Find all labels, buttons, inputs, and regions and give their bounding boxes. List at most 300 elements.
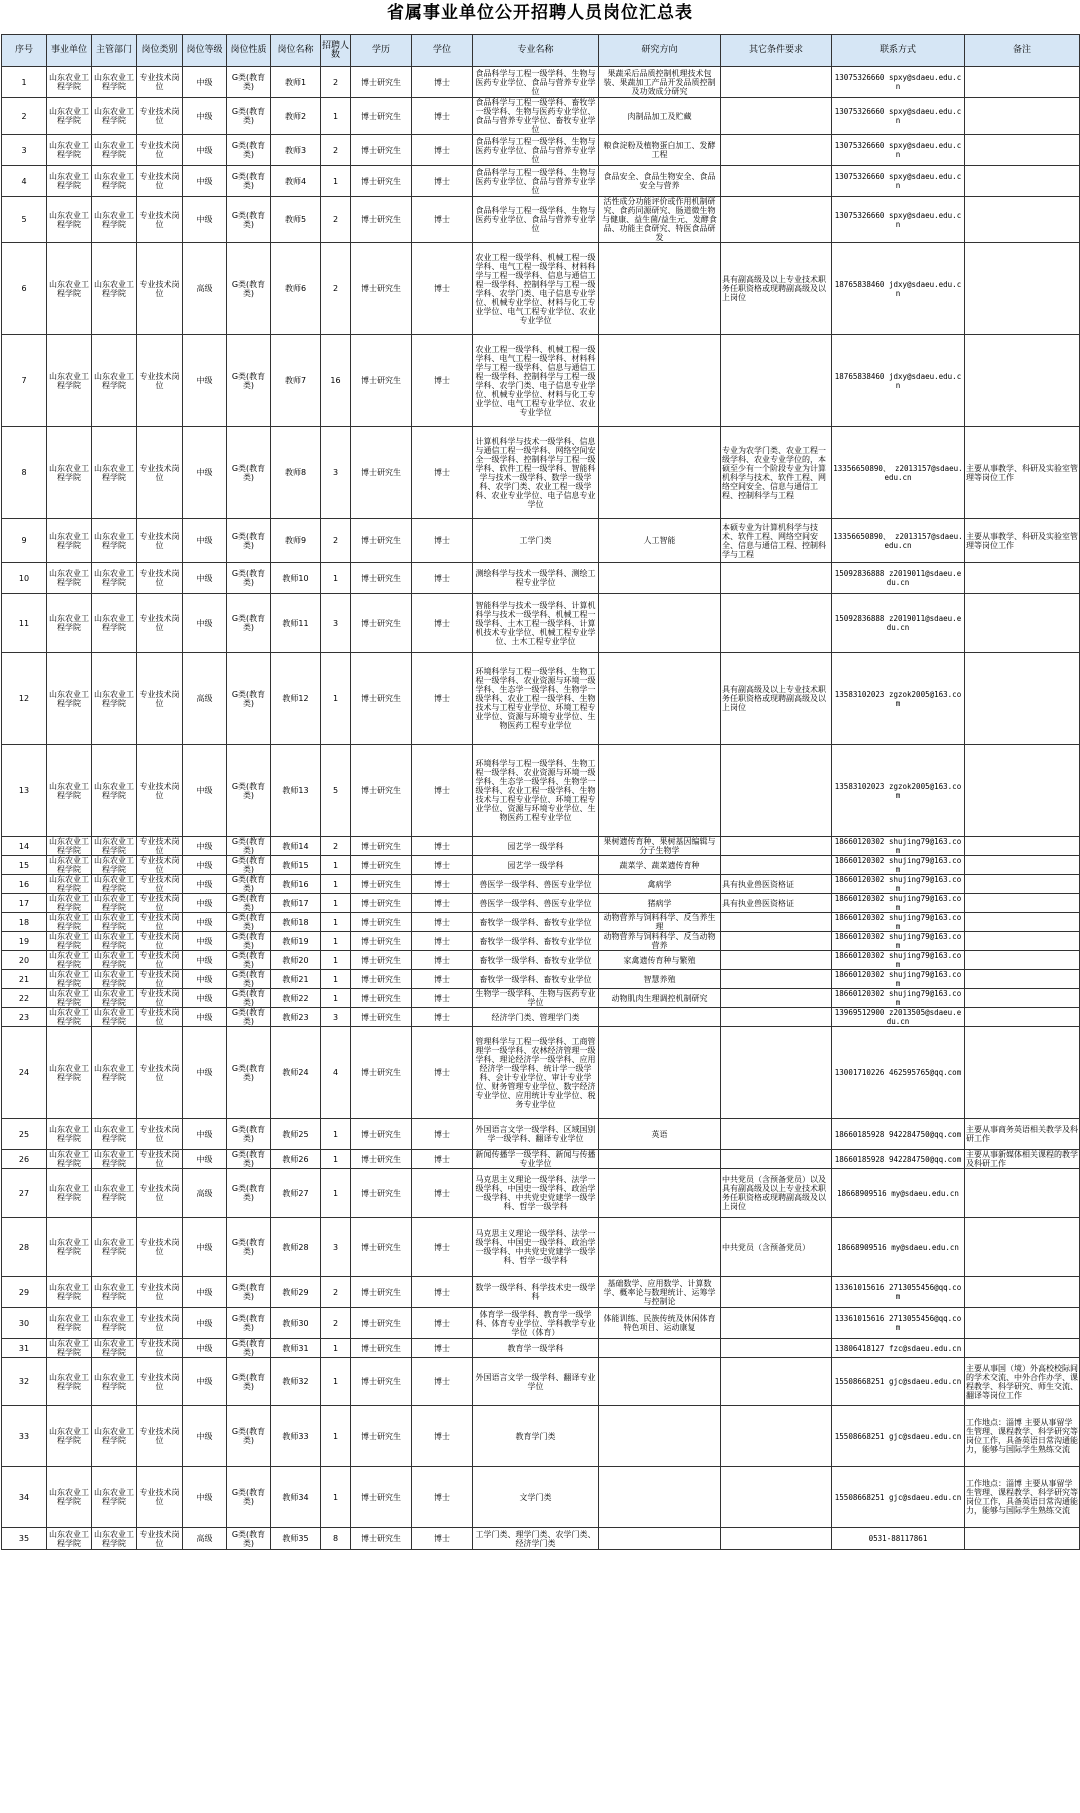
cell-education: 博士研究生 bbox=[351, 519, 412, 563]
cell-dept: 山东农业工程学院 bbox=[92, 951, 137, 970]
cell-major: 外国语言文学一级学科、翻译专业学位 bbox=[473, 1358, 599, 1406]
cell-no: 4 bbox=[2, 166, 47, 197]
cell-research bbox=[599, 1358, 721, 1406]
cell-unit: 山东农业工程学院 bbox=[47, 745, 92, 837]
cell-note: 工作地点：淄博 主要从事留学生管理、课程教学、科学研究等岗位工作，具备英语日常沟通能力，能够与国际学生熟练交流 bbox=[965, 1467, 1080, 1528]
cell-note bbox=[965, 913, 1080, 932]
cell-count: 1 bbox=[321, 1169, 351, 1218]
cell-major: 马克思主义理论一级学科、法学一级学科、中国史一级学科、政治学一级学科、中共党史党建学一级学科、哲学一级学科 bbox=[473, 1218, 599, 1277]
cell-count: 1 bbox=[321, 970, 351, 989]
cell-unit: 山东农业工程学院 bbox=[47, 989, 92, 1008]
cell-degree: 博士 bbox=[412, 856, 473, 875]
cell-post: 教师10 bbox=[271, 563, 321, 594]
cell-dept: 山东农业工程学院 bbox=[92, 1027, 137, 1119]
cell-level: 高级 bbox=[183, 1169, 227, 1218]
cell-other bbox=[721, 745, 832, 837]
cell-education: 博士研究生 bbox=[351, 989, 412, 1008]
cell-note bbox=[965, 745, 1080, 837]
cell-nature: G类(教育类) bbox=[227, 243, 271, 335]
cell-note bbox=[965, 563, 1080, 594]
cell-level: 中级 bbox=[183, 519, 227, 563]
cell-degree: 博士 bbox=[412, 243, 473, 335]
cell-level: 中级 bbox=[183, 563, 227, 594]
cell-post: 教师8 bbox=[271, 427, 321, 519]
cell-level: 中级 bbox=[183, 1150, 227, 1169]
cell-degree: 博士 bbox=[412, 913, 473, 932]
cell-degree: 博士 bbox=[412, 837, 473, 856]
cell-other bbox=[721, 166, 832, 197]
cell-post: 教师27 bbox=[271, 1169, 321, 1218]
cell-dept: 山东农业工程学院 bbox=[92, 1277, 137, 1308]
cell-nature: G类(教育类) bbox=[227, 1277, 271, 1308]
table-row bbox=[2, 1406, 1080, 1467]
cell-education: 博士研究生 bbox=[351, 1218, 412, 1277]
cell-unit: 山东农业工程学院 bbox=[47, 932, 92, 951]
table-row bbox=[2, 894, 1080, 913]
cell-contact: 13075326660 spxy@sdaeu.edu.cn bbox=[832, 98, 965, 135]
cell-post: 教师35 bbox=[271, 1528, 321, 1550]
cell-unit: 山东农业工程学院 bbox=[47, 1308, 92, 1339]
cell-nature: G类(教育类) bbox=[227, 519, 271, 563]
cell-note bbox=[965, 1528, 1080, 1550]
cell-other: 中共党员（含预备党员） bbox=[721, 1218, 832, 1277]
cell-note bbox=[965, 970, 1080, 989]
cell-no: 6 bbox=[2, 243, 47, 335]
cell-research bbox=[599, 1528, 721, 1550]
cell-level: 中级 bbox=[183, 1467, 227, 1528]
table-row bbox=[2, 1027, 1080, 1119]
cell-research bbox=[599, 1406, 721, 1467]
cell-post: 教师9 bbox=[271, 519, 321, 563]
cell-count: 5 bbox=[321, 745, 351, 837]
cell-contact: 13361015616 2713055456@qq.com bbox=[832, 1308, 965, 1339]
cell-note bbox=[965, 335, 1080, 427]
cell-count: 1 bbox=[321, 989, 351, 1008]
col-header-no: 序号 bbox=[2, 35, 47, 67]
cell-degree: 博士 bbox=[412, 1218, 473, 1277]
cell-category: 专业技术岗位 bbox=[137, 1467, 183, 1528]
cell-unit: 山东农业工程学院 bbox=[47, 1277, 92, 1308]
cell-no: 11 bbox=[2, 594, 47, 653]
cell-education: 博士研究生 bbox=[351, 1308, 412, 1339]
cell-contact: 18660185928 942284750@qq.com bbox=[832, 1119, 965, 1150]
cell-note bbox=[965, 1339, 1080, 1358]
cell-count: 1 bbox=[321, 1339, 351, 1358]
cell-unit: 山东农业工程学院 bbox=[47, 427, 92, 519]
cell-research: 动物肌肉生理调控机制研究 bbox=[599, 989, 721, 1008]
cell-post: 教师17 bbox=[271, 894, 321, 913]
cell-count: 1 bbox=[321, 1467, 351, 1528]
cell-level: 中级 bbox=[183, 745, 227, 837]
cell-major: 文学门类 bbox=[473, 1467, 599, 1528]
cell-count: 1 bbox=[321, 932, 351, 951]
cell-research: 猪病学 bbox=[599, 894, 721, 913]
cell-nature: G类(教育类) bbox=[227, 856, 271, 875]
cell-unit: 山东农业工程学院 bbox=[47, 135, 92, 166]
cell-research bbox=[599, 1027, 721, 1119]
table-row bbox=[2, 875, 1080, 894]
cell-major: 管理科学与工程一级学科、工商管理学一级学科、农林经济管理一级学科、理论经济学一级学科、应用经济学一级学科、统计学一级学科、会计专业学位、审计专业学位、财务管理专业学位、数字经济专业学位、应用统计专业学位、税务专业学位 bbox=[473, 1027, 599, 1119]
cell-research: 动物营养与饲料科学、反刍动物营养 bbox=[599, 932, 721, 951]
cell-level: 中级 bbox=[183, 594, 227, 653]
table-row bbox=[2, 1339, 1080, 1358]
cell-degree: 博士 bbox=[412, 594, 473, 653]
table-row bbox=[2, 563, 1080, 594]
cell-other bbox=[721, 1308, 832, 1339]
cell-contact: 13356650890、 z2013157@sdaeu.edu.cn bbox=[832, 427, 965, 519]
cell-unit: 山东农业工程学院 bbox=[47, 875, 92, 894]
cell-note bbox=[965, 197, 1080, 243]
cell-post: 教师25 bbox=[271, 1119, 321, 1150]
cell-unit: 山东农业工程学院 bbox=[47, 1027, 92, 1119]
cell-research: 基础数学、应用数学、计算数学、概率论与数理统计、运筹学与控制论 bbox=[599, 1277, 721, 1308]
cell-level: 高级 bbox=[183, 243, 227, 335]
table-row bbox=[2, 856, 1080, 875]
cell-post: 教师26 bbox=[271, 1150, 321, 1169]
cell-contact: 18765838460 jdxy@sdaeu.edu.cn bbox=[832, 335, 965, 427]
cell-contact: 18660120302 shujing79@163.com bbox=[832, 837, 965, 856]
cell-unit: 山东农业工程学院 bbox=[47, 1119, 92, 1150]
cell-contact: 18660120302 shujing79@163.com bbox=[832, 875, 965, 894]
cell-dept: 山东农业工程学院 bbox=[92, 1358, 137, 1406]
cell-category: 专业技术岗位 bbox=[137, 197, 183, 243]
cell-dept: 山东农业工程学院 bbox=[92, 197, 137, 243]
cell-level: 中级 bbox=[183, 67, 227, 98]
cell-unit: 山东农业工程学院 bbox=[47, 1169, 92, 1218]
cell-post: 教师22 bbox=[271, 989, 321, 1008]
cell-other: 具有副高级及以上专业技术职务任职资格或现聘副高级及以上岗位 bbox=[721, 653, 832, 745]
cell-degree: 博士 bbox=[412, 166, 473, 197]
cell-unit: 山东农业工程学院 bbox=[47, 970, 92, 989]
cell-no: 22 bbox=[2, 989, 47, 1008]
cell-nature: G类(教育类) bbox=[227, 837, 271, 856]
cell-unit: 山东农业工程学院 bbox=[47, 1150, 92, 1169]
cell-dept: 山东农业工程学院 bbox=[92, 1308, 137, 1339]
cell-education: 博士研究生 bbox=[351, 335, 412, 427]
cell-degree: 博士 bbox=[412, 875, 473, 894]
cell-level: 中级 bbox=[183, 197, 227, 243]
cell-category: 专业技术岗位 bbox=[137, 894, 183, 913]
cell-no: 35 bbox=[2, 1528, 47, 1550]
cell-category: 专业技术岗位 bbox=[137, 1528, 183, 1550]
cell-no: 13 bbox=[2, 745, 47, 837]
cell-category: 专业技术岗位 bbox=[137, 1150, 183, 1169]
cell-level: 中级 bbox=[183, 98, 227, 135]
cell-no: 14 bbox=[2, 837, 47, 856]
cell-other bbox=[721, 1528, 832, 1550]
table-row bbox=[2, 427, 1080, 519]
cell-other bbox=[721, 594, 832, 653]
cell-no: 34 bbox=[2, 1467, 47, 1528]
cell-dept: 山东农业工程学院 bbox=[92, 243, 137, 335]
cell-dept: 山东农业工程学院 bbox=[92, 1339, 137, 1358]
cell-degree: 博士 bbox=[412, 1467, 473, 1528]
table-row bbox=[2, 1528, 1080, 1550]
cell-unit: 山东农业工程学院 bbox=[47, 1467, 92, 1528]
cell-category: 专业技术岗位 bbox=[137, 135, 183, 166]
cell-education: 博士研究生 bbox=[351, 594, 412, 653]
cell-education: 博士研究生 bbox=[351, 970, 412, 989]
cell-other bbox=[721, 989, 832, 1008]
cell-count: 1 bbox=[321, 894, 351, 913]
cell-major: 食品科学与工程一级学科、生物与医药专业学位、食品与营养专业学位 bbox=[473, 197, 599, 243]
job-table bbox=[1, 34, 1080, 1550]
cell-contact: 13001710226 462595765@qq.com bbox=[832, 1027, 965, 1119]
cell-dept: 山东农业工程学院 bbox=[92, 335, 137, 427]
cell-post: 教师18 bbox=[271, 913, 321, 932]
cell-category: 专业技术岗位 bbox=[137, 932, 183, 951]
cell-other bbox=[721, 1119, 832, 1150]
cell-education: 博士研究生 bbox=[351, 932, 412, 951]
cell-education: 博士研究生 bbox=[351, 653, 412, 745]
cell-degree: 博士 bbox=[412, 67, 473, 98]
cell-count: 2 bbox=[321, 519, 351, 563]
cell-note bbox=[965, 135, 1080, 166]
cell-unit: 山东农业工程学院 bbox=[47, 98, 92, 135]
cell-research bbox=[599, 1218, 721, 1277]
cell-note bbox=[965, 1308, 1080, 1339]
cell-research: 禽病学 bbox=[599, 875, 721, 894]
cell-unit: 山东农业工程学院 bbox=[47, 653, 92, 745]
cell-category: 专业技术岗位 bbox=[137, 243, 183, 335]
cell-research bbox=[599, 427, 721, 519]
col-header-education: 学历 bbox=[351, 35, 412, 67]
cell-level: 中级 bbox=[183, 1277, 227, 1308]
cell-post: 教师23 bbox=[271, 1008, 321, 1027]
cell-other: 专业为农学门类、农业工程一级学科、农业专业学位的，本硕至少有一个阶段专业为计算机科学与技术、软件工程、网络空间安全、信息与通信工程、控制科学与工程 bbox=[721, 427, 832, 519]
table-row bbox=[2, 335, 1080, 427]
cell-no: 33 bbox=[2, 1406, 47, 1467]
cell-post: 教师16 bbox=[271, 875, 321, 894]
cell-major: 教育学一级学科 bbox=[473, 1339, 599, 1358]
cell-post: 教师28 bbox=[271, 1218, 321, 1277]
cell-contact: 13075326660 spxy@sdaeu.edu.cn bbox=[832, 166, 965, 197]
cell-research: 食品安全、食品生物安全、食品安全与营养 bbox=[599, 166, 721, 197]
cell-major: 教育学门类 bbox=[473, 1406, 599, 1467]
table-row bbox=[2, 519, 1080, 563]
cell-education: 博士研究生 bbox=[351, 951, 412, 970]
cell-category: 专业技术岗位 bbox=[137, 1277, 183, 1308]
cell-dept: 山东农业工程学院 bbox=[92, 427, 137, 519]
cell-count: 2 bbox=[321, 197, 351, 243]
cell-education: 博士研究生 bbox=[351, 166, 412, 197]
cell-degree: 博士 bbox=[412, 335, 473, 427]
cell-education: 博士研究生 bbox=[351, 98, 412, 135]
cell-education: 博士研究生 bbox=[351, 1008, 412, 1027]
cell-note bbox=[965, 1277, 1080, 1308]
table-row bbox=[2, 970, 1080, 989]
cell-nature: G类(教育类) bbox=[227, 1218, 271, 1277]
cell-unit: 山东农业工程学院 bbox=[47, 197, 92, 243]
cell-category: 专业技术岗位 bbox=[137, 594, 183, 653]
cell-category: 专业技术岗位 bbox=[137, 519, 183, 563]
cell-count: 1 bbox=[321, 1150, 351, 1169]
cell-major: 畜牧学一级学科、畜牧专业学位 bbox=[473, 932, 599, 951]
cell-post: 教师14 bbox=[271, 837, 321, 856]
cell-nature: G类(教育类) bbox=[227, 875, 271, 894]
header-row bbox=[2, 35, 1080, 67]
table-row bbox=[2, 1467, 1080, 1528]
cell-nature: G类(教育类) bbox=[227, 1358, 271, 1406]
cell-category: 专业技术岗位 bbox=[137, 1169, 183, 1218]
table-row bbox=[2, 1277, 1080, 1308]
table-row bbox=[2, 197, 1080, 243]
cell-count: 3 bbox=[321, 1218, 351, 1277]
cell-no: 10 bbox=[2, 563, 47, 594]
cell-contact: 13969512900 z2013505@sdaeu.edu.cn bbox=[832, 1008, 965, 1027]
cell-count: 3 bbox=[321, 427, 351, 519]
cell-other: 具有执业兽医资格证 bbox=[721, 894, 832, 913]
col-header-contact: 联系方式 bbox=[832, 35, 965, 67]
cell-research bbox=[599, 243, 721, 335]
cell-other bbox=[721, 932, 832, 951]
cell-no: 19 bbox=[2, 932, 47, 951]
cell-dept: 山东农业工程学院 bbox=[92, 563, 137, 594]
cell-nature: G类(教育类) bbox=[227, 913, 271, 932]
cell-degree: 博士 bbox=[412, 1339, 473, 1358]
cell-research bbox=[599, 1467, 721, 1528]
cell-major: 畜牧学一级学科、畜牧专业学位 bbox=[473, 913, 599, 932]
cell-other bbox=[721, 335, 832, 427]
cell-level: 中级 bbox=[183, 989, 227, 1008]
cell-other bbox=[721, 837, 832, 856]
cell-dept: 山东农业工程学院 bbox=[92, 653, 137, 745]
cell-level: 高级 bbox=[183, 653, 227, 745]
cell-other: 中共党员（含预备党员）以及具有副高级及以上专业技术职务任职资格或现聘副高级及以上岗位 bbox=[721, 1169, 832, 1218]
cell-nature: G类(教育类) bbox=[227, 970, 271, 989]
cell-note bbox=[965, 1027, 1080, 1119]
cell-other bbox=[721, 1339, 832, 1358]
table-row bbox=[2, 1150, 1080, 1169]
cell-degree: 博士 bbox=[412, 745, 473, 837]
cell-dept: 山东农业工程学院 bbox=[92, 989, 137, 1008]
cell-major: 新闻传播学一级学科、新闻与传播专业学位 bbox=[473, 1150, 599, 1169]
cell-post: 教师11 bbox=[271, 594, 321, 653]
cell-category: 专业技术岗位 bbox=[137, 67, 183, 98]
cell-category: 专业技术岗位 bbox=[137, 166, 183, 197]
col-header-post: 岗位名称 bbox=[271, 35, 321, 67]
cell-research bbox=[599, 1150, 721, 1169]
cell-no: 21 bbox=[2, 970, 47, 989]
cell-no: 12 bbox=[2, 653, 47, 745]
cell-nature: G类(教育类) bbox=[227, 1308, 271, 1339]
cell-degree: 博士 bbox=[412, 1119, 473, 1150]
cell-degree: 博士 bbox=[412, 98, 473, 135]
cell-other bbox=[721, 1027, 832, 1119]
cell-category: 专业技术岗位 bbox=[137, 98, 183, 135]
cell-no: 26 bbox=[2, 1150, 47, 1169]
cell-post: 教师30 bbox=[271, 1308, 321, 1339]
cell-major: 畜牧学一级学科、畜牧专业学位 bbox=[473, 951, 599, 970]
table-row bbox=[2, 932, 1080, 951]
col-header-dept: 主管部门 bbox=[92, 35, 137, 67]
cell-research bbox=[599, 653, 721, 745]
cell-unit: 山东农业工程学院 bbox=[47, 1528, 92, 1550]
cell-dept: 山东农业工程学院 bbox=[92, 1467, 137, 1528]
cell-research: 家禽遗传育种与繁殖 bbox=[599, 951, 721, 970]
cell-no: 24 bbox=[2, 1027, 47, 1119]
cell-count: 2 bbox=[321, 135, 351, 166]
cell-other bbox=[721, 856, 832, 875]
cell-degree: 博士 bbox=[412, 970, 473, 989]
cell-education: 博士研究生 bbox=[351, 563, 412, 594]
cell-contact: 15508668251 gjc@sdaeu.edu.cn bbox=[832, 1467, 965, 1528]
cell-contact: 18660120302 shujing79@163.com bbox=[832, 970, 965, 989]
cell-nature: G类(教育类) bbox=[227, 894, 271, 913]
cell-nature: G类(教育类) bbox=[227, 427, 271, 519]
cell-post: 教师20 bbox=[271, 951, 321, 970]
col-header-level: 岗位等级 bbox=[183, 35, 227, 67]
cell-nature: G类(教育类) bbox=[227, 932, 271, 951]
cell-contact: 18660120302 shujing79@163.com bbox=[832, 989, 965, 1008]
cell-post: 教师5 bbox=[271, 197, 321, 243]
cell-degree: 博士 bbox=[412, 1308, 473, 1339]
cell-dept: 山东农业工程学院 bbox=[92, 1119, 137, 1150]
cell-major: 经济学门类、管理学门类 bbox=[473, 1008, 599, 1027]
cell-contact: 13075326660 spxy@sdaeu.edu.cn bbox=[832, 197, 965, 243]
cell-level: 中级 bbox=[183, 875, 227, 894]
cell-nature: G类(教育类) bbox=[227, 989, 271, 1008]
cell-major: 体育学一级学科、教育学一级学科、体育专业学位、学科教学专业学位（体育） bbox=[473, 1308, 599, 1339]
cell-category: 专业技术岗位 bbox=[137, 427, 183, 519]
cell-other bbox=[721, 1406, 832, 1467]
cell-contact: 18660120302 shujing79@163.com bbox=[832, 932, 965, 951]
cell-degree: 博士 bbox=[412, 653, 473, 745]
cell-degree: 博士 bbox=[412, 1150, 473, 1169]
cell-unit: 山东农业工程学院 bbox=[47, 67, 92, 98]
cell-category: 专业技术岗位 bbox=[137, 1406, 183, 1467]
cell-contact: 18765838460 jdxy@sdaeu.edu.cn bbox=[832, 243, 965, 335]
cell-major: 兽医学一级学科、兽医专业学位 bbox=[473, 894, 599, 913]
cell-education: 博士研究生 bbox=[351, 197, 412, 243]
cell-research: 粮食淀粉及植物蛋白加工、发酵工程 bbox=[599, 135, 721, 166]
cell-education: 博士研究生 bbox=[351, 67, 412, 98]
cell-education: 博士研究生 bbox=[351, 1358, 412, 1406]
cell-other bbox=[721, 67, 832, 98]
cell-degree: 博士 bbox=[412, 197, 473, 243]
cell-research bbox=[599, 1169, 721, 1218]
cell-no: 30 bbox=[2, 1308, 47, 1339]
cell-note bbox=[965, 951, 1080, 970]
cell-note: 主要从事新媒体相关课程的教学及科研工作 bbox=[966, 1150, 1078, 1168]
cell-research bbox=[599, 745, 721, 837]
cell-level: 中级 bbox=[183, 335, 227, 427]
cell-major: 数学一级学科、科学技术史一级学科 bbox=[473, 1277, 599, 1308]
cell-category: 专业技术岗位 bbox=[137, 875, 183, 894]
cell-no: 32 bbox=[2, 1358, 47, 1406]
table-row bbox=[2, 166, 1080, 197]
cell-research: 果蔬采后品质控制机理技术包装、果蔬加工产品开发品质控制及功效成分研究 bbox=[599, 67, 721, 98]
cell-category: 专业技术岗位 bbox=[137, 1008, 183, 1027]
cell-count: 1 bbox=[321, 951, 351, 970]
cell-dept: 山东农业工程学院 bbox=[92, 1008, 137, 1027]
cell-no: 5 bbox=[2, 197, 47, 243]
cell-level: 中级 bbox=[183, 427, 227, 519]
cell-nature: G类(教育类) bbox=[227, 166, 271, 197]
cell-dept: 山东农业工程学院 bbox=[92, 1528, 137, 1550]
cell-degree: 博士 bbox=[412, 1169, 473, 1218]
cell-contact: 13806418127 fzc@sdaeu.edu.cn bbox=[832, 1339, 965, 1358]
cell-no: 15 bbox=[2, 856, 47, 875]
cell-nature: G类(教育类) bbox=[227, 1150, 271, 1169]
cell-degree: 博士 bbox=[412, 519, 473, 563]
cell-nature: G类(教育类) bbox=[227, 1467, 271, 1528]
cell-dept: 山东农业工程学院 bbox=[92, 594, 137, 653]
cell-major: 畜牧学一级学科、畜牧专业学位 bbox=[473, 970, 599, 989]
cell-dept: 山东农业工程学院 bbox=[92, 932, 137, 951]
cell-education: 博士研究生 bbox=[351, 837, 412, 856]
cell-contact: 18668909516 my@sdaeu.edu.cn bbox=[832, 1169, 965, 1218]
